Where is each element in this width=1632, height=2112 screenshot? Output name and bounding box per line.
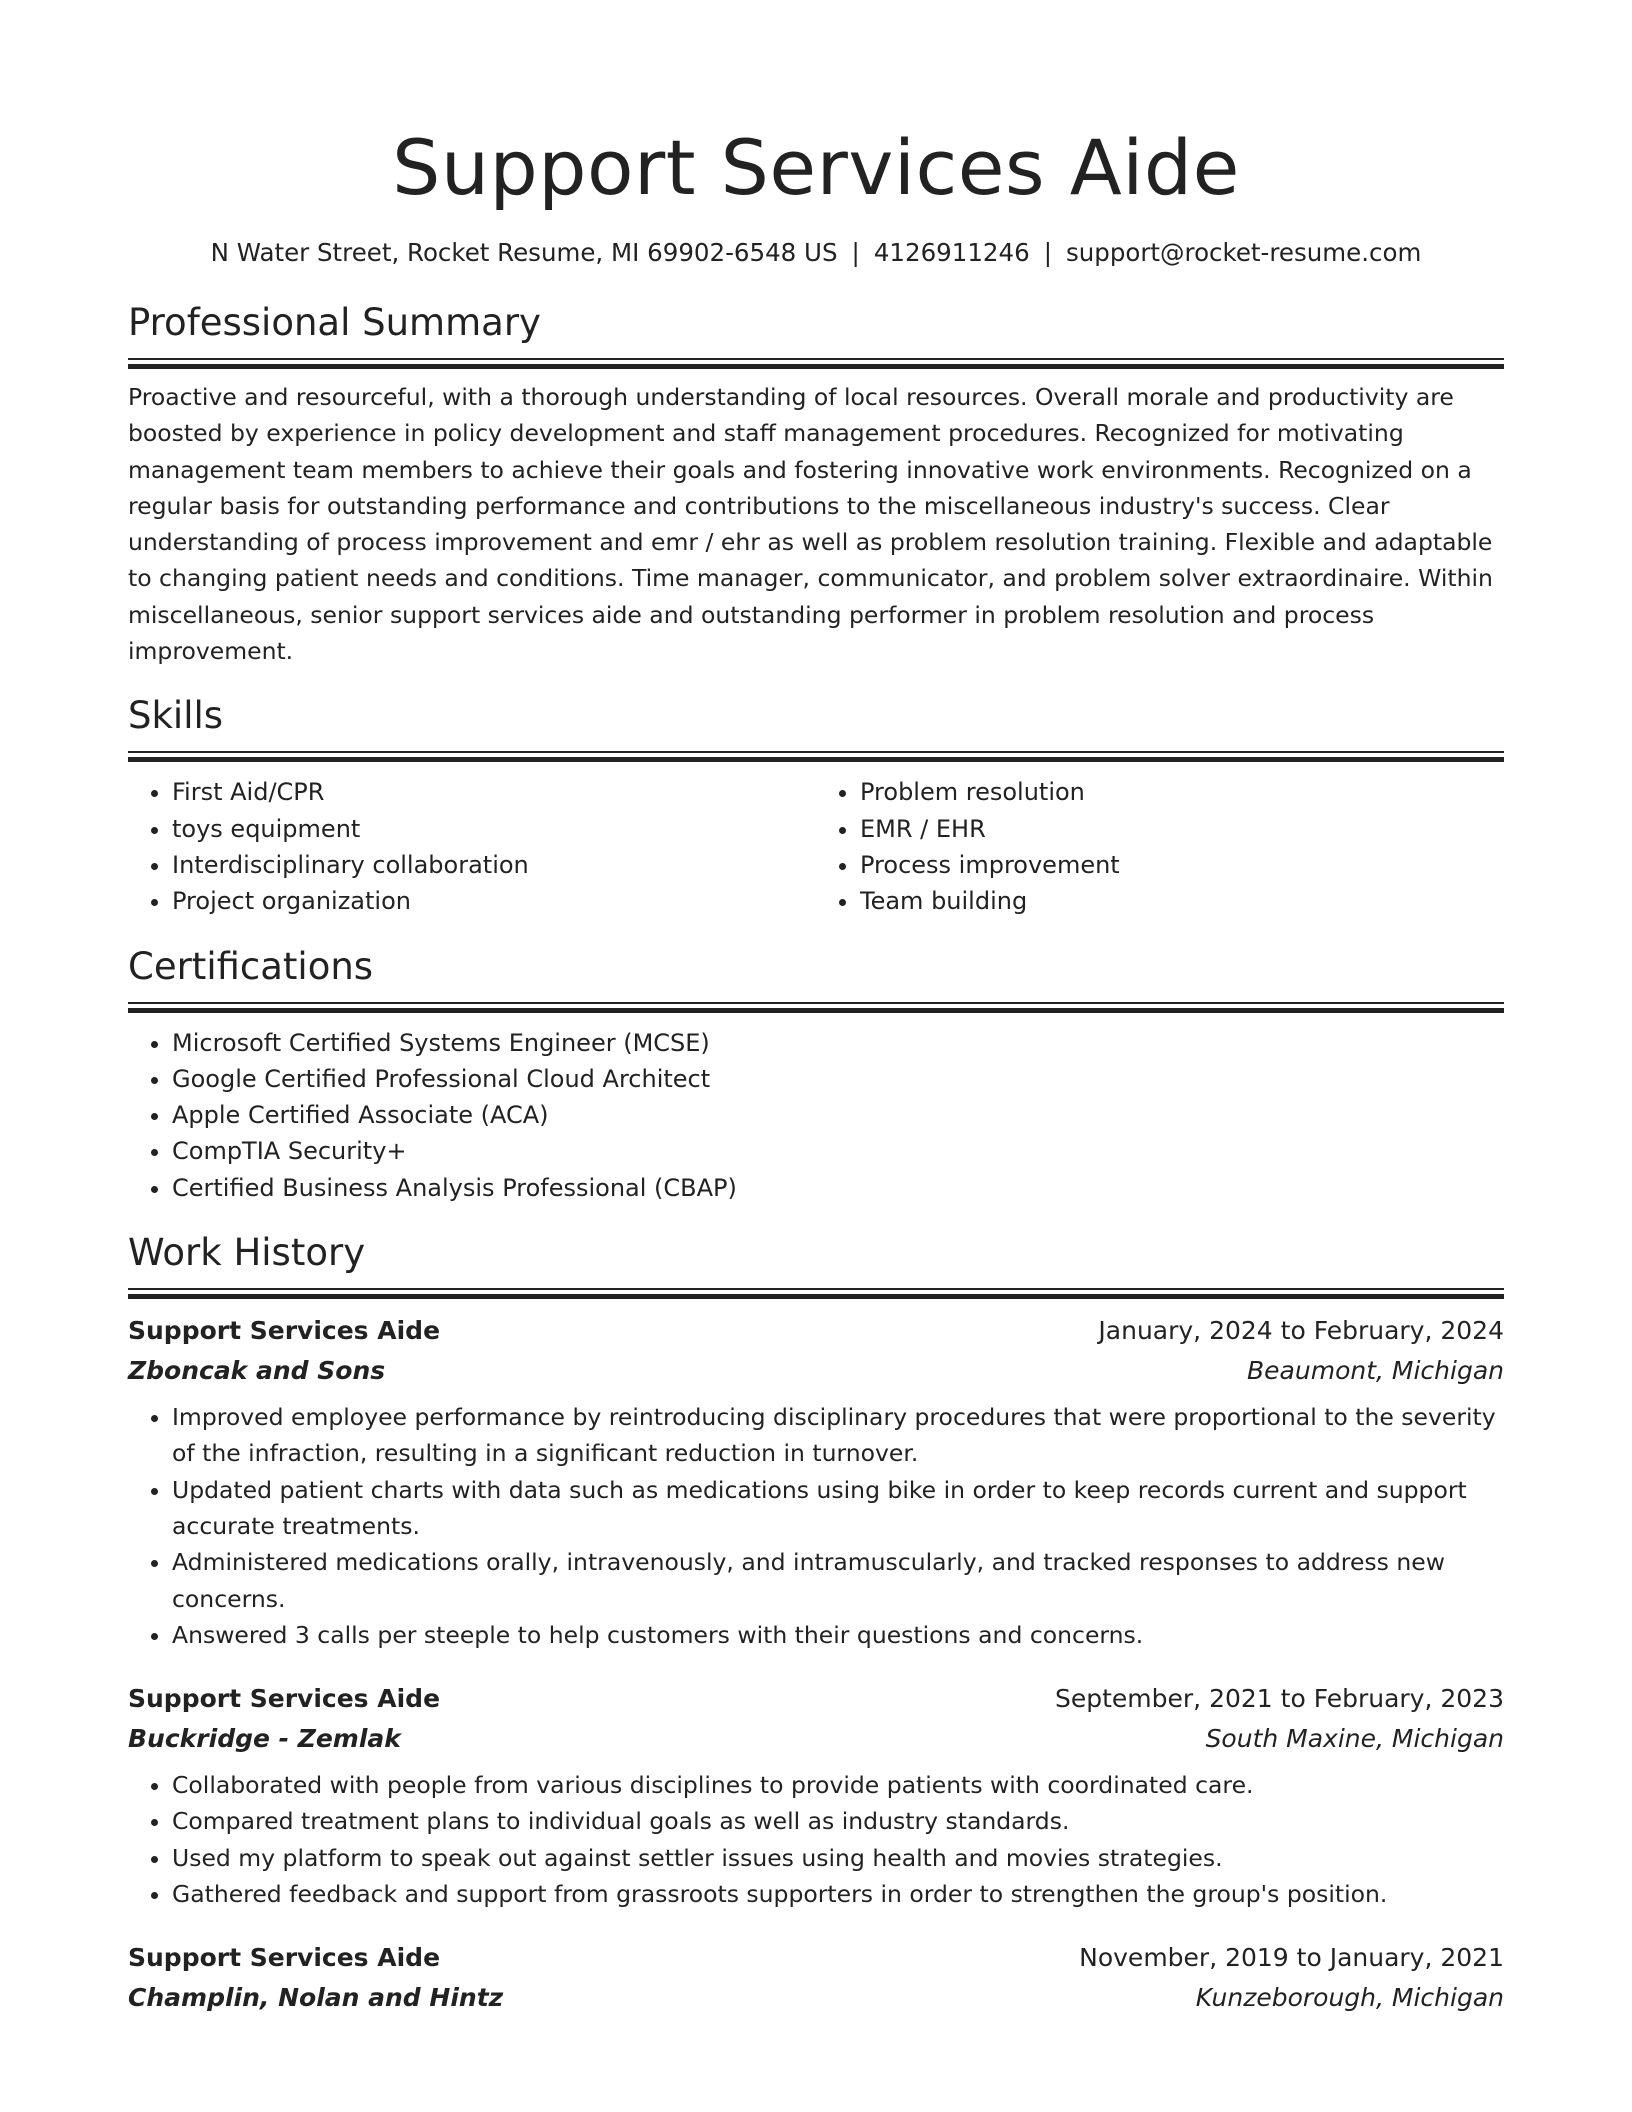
skills-section <box>128 691 1504 919</box>
contact-email[interactable]: support@rocket-resume.com <box>1065 238 1422 267</box>
job-bullet: • Answered 3 calls per steeple to help customers with their questions and concerns. <box>172 1617 1504 1653</box>
skills-grid <box>128 774 1504 919</box>
skill-item: • Team building <box>860 883 1504 919</box>
skills-left-column <box>128 774 816 919</box>
certification-item: • Google Certified Professional Cloud Architect <box>172 1061 1504 1097</box>
skill-item: • toys equipment <box>172 811 816 847</box>
job-title: Support Services Aide <box>128 1316 441 1346</box>
work-history-section <box>128 1228 1504 2018</box>
contact-address: N Water Street, Rocket Resume, MI 69902-6548 US <box>210 238 838 267</box>
job-dates: January, 2024 to February, 2024 <box>1098 1316 1504 1346</box>
contact-phone: 4126911246 <box>873 238 1030 267</box>
certification-item: • Certified Business Analysis Professional (CBAP) <box>172 1170 1504 1206</box>
job-company: Buckridge - Zemlak <box>128 1724 401 1754</box>
skill-item: • EMR / EHR <box>860 811 1504 847</box>
job-header-row <box>128 1938 1504 1978</box>
skill-item: • Problem resolution <box>860 774 1504 810</box>
job-location: Kunzeborough, Michigan <box>1195 1983 1504 2013</box>
certification-item: • Apple Certified Associate (ACA) <box>172 1097 1504 1133</box>
certification-item: • Microsoft Certified Systems Engineer (MCSE) <box>172 1025 1504 1061</box>
skill-item: • First Aid/CPR <box>172 774 816 810</box>
job-location: Beaumont, Michigan <box>1247 1356 1504 1386</box>
job-bullet-list <box>128 1399 1504 1653</box>
section-divider <box>128 358 1504 369</box>
job-header-row <box>128 1311 1504 1351</box>
job-title: Support Services Aide <box>128 1684 441 1714</box>
job-company-row <box>128 1719 1504 1759</box>
certifications-section <box>128 942 1504 1206</box>
certifications-heading: Certifications <box>128 944 374 988</box>
section-divider <box>128 1002 1504 1013</box>
job-bullet-list <box>128 1767 1504 1912</box>
skills-heading: Skills <box>128 694 224 738</box>
summary-heading: Professional Summary <box>128 301 541 344</box>
job-company-row <box>128 1978 1504 2018</box>
job-company-row <box>128 1351 1504 1391</box>
job-dates: November, 2019 to January, 2021 <box>1079 1943 1504 1973</box>
job-header-row <box>128 1679 1504 1719</box>
contact-separator: | <box>1043 238 1052 267</box>
candidate-name: Support Services Aide <box>392 123 1240 212</box>
certification-item: • CompTIA Security+ <box>172 1133 1504 1169</box>
job-bullet: • Improved employee performance by reintroducing disciplinary procedures that were proportional to the severity of the infraction, resulting in a significant reduction in turnover. <box>172 1399 1504 1472</box>
job-bullet: • Updated patient charts with data such as medications using bike in order to keep records current and support accurate treatments. <box>172 1472 1504 1545</box>
job-entry <box>128 1679 1504 1912</box>
job-company: Zboncak and Sons <box>128 1356 386 1386</box>
contact-line <box>128 236 1504 270</box>
section-divider <box>128 751 1504 762</box>
summary-section <box>128 298 1504 669</box>
skills-right-column <box>816 774 1504 919</box>
job-title: Support Services Aide <box>128 1943 441 1973</box>
job-company: Champlin, Nolan and Hintz <box>128 1983 504 2013</box>
skills-left-list <box>128 774 816 919</box>
summary-text: Proactive and resourceful, with a thorough understanding of local resources. Overall morale and productivity are boosted by experience in policy development and staff management procedures. Recognized for motivating management team members to achieve their goals and fostering innovative work environments. Recognized on a regular basis for outstanding performance and contributions to the miscellaneous industry's success. Clear understanding of process improvement and emr / ehr as well as problem resolution training. Flexible and adaptable to changing patient needs and conditions. Time manager, communicator, and problem solver extraordinaire. Within miscellaneous, senior support services aide and outstanding performer in problem resolution and process improvement. <box>128 383 1493 666</box>
job-entry <box>128 1311 1504 1653</box>
job-dates: September, 2021 to February, 2023 <box>1055 1684 1504 1714</box>
section-divider <box>128 1288 1504 1299</box>
job-bullet: • Used my platform to speak out against settler issues using health and movies strategies. <box>172 1840 1504 1876</box>
work-history-heading: Work History <box>128 1231 366 1275</box>
job-location: South Maxine, Michigan <box>1205 1724 1504 1754</box>
job-bullet: • Compared treatment plans to individual goals as well as industry standards. <box>172 1803 1504 1839</box>
job-bullet: • Gathered feedback and support from grassroots supporters in order to strengthen the group's position. <box>172 1876 1504 1912</box>
skills-right-list <box>816 774 1504 919</box>
skill-item: • Interdisciplinary collaboration <box>172 847 816 883</box>
job-bullet: • Collaborated with people from various disciplines to provide patients with coordinated care. <box>172 1767 1504 1803</box>
skill-item: • Process improvement <box>860 847 1504 883</box>
contact-separator: | <box>851 238 860 267</box>
skill-item: • Project organization <box>172 883 816 919</box>
job-bullet: • Administered medications orally, intravenously, and intramuscularly, and tracked responses to address new concerns. <box>172 1544 1504 1617</box>
job-entry <box>128 1938 1504 2018</box>
certifications-list <box>128 1025 1504 1206</box>
